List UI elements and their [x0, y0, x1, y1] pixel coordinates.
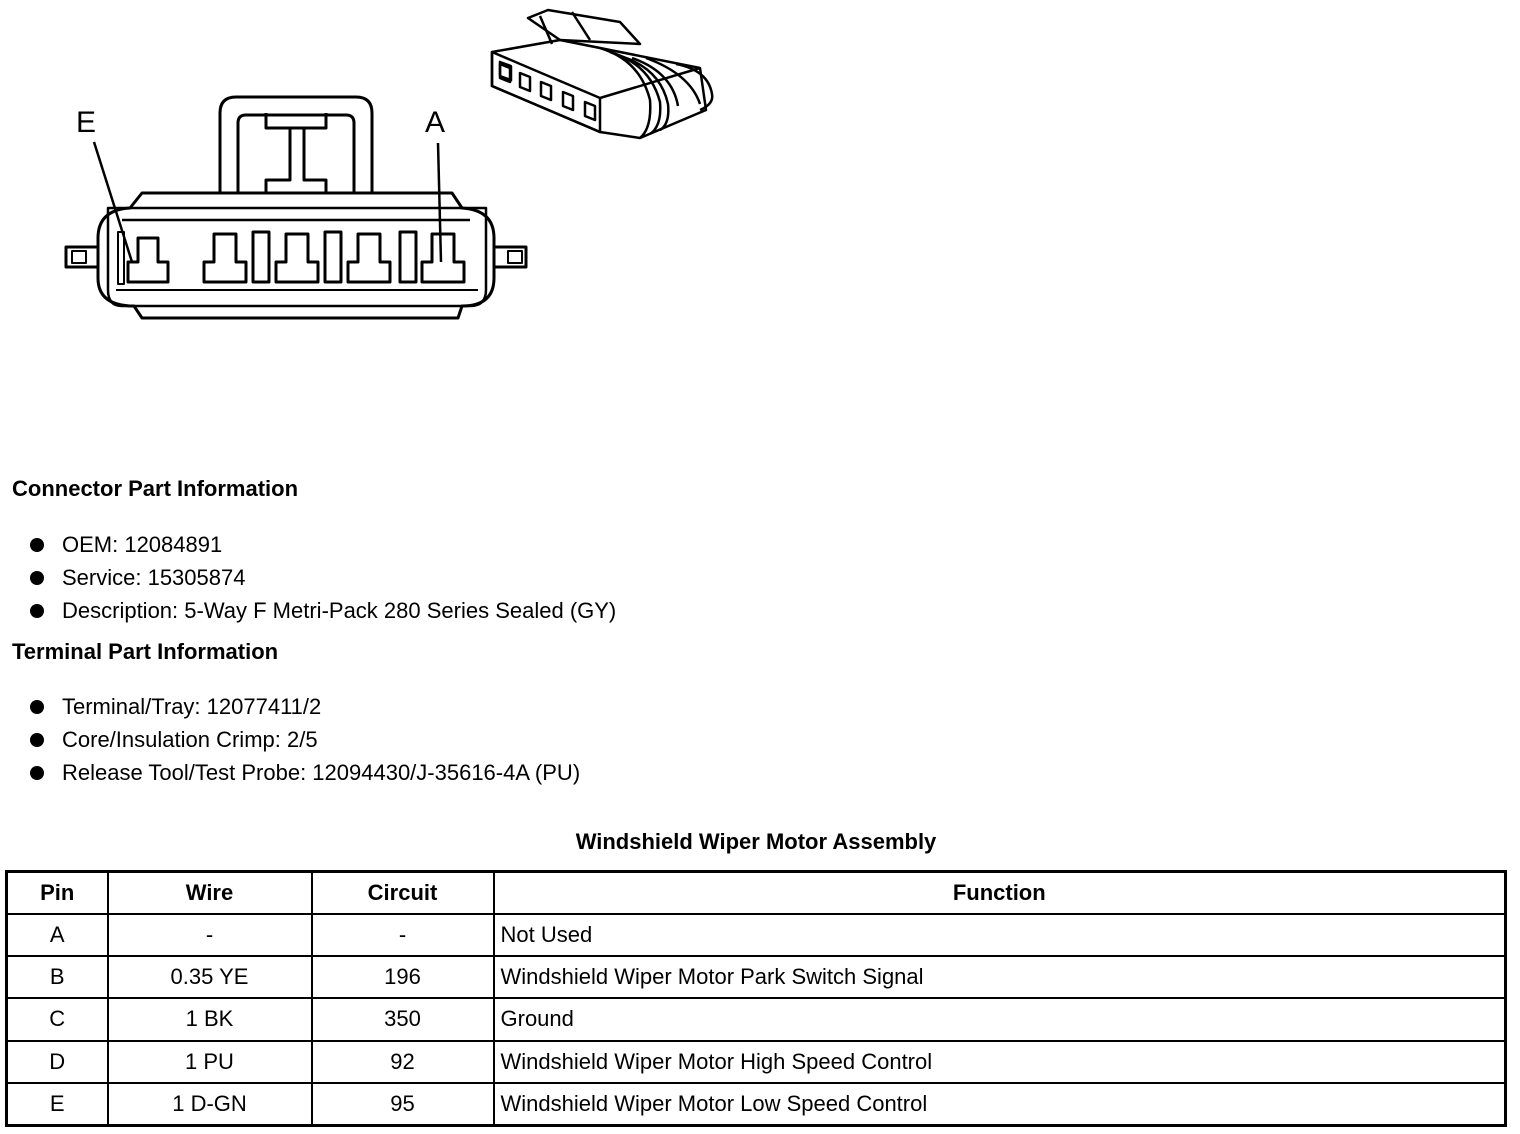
terminal-info-crimp-text: Core/Insulation Crimp: 2/5 — [62, 727, 318, 752]
bullet-icon — [30, 604, 44, 618]
connector-info-description — [28, 596, 616, 629]
cell-pin: A — [7, 914, 108, 956]
cell-wire: 1 BK — [108, 998, 312, 1040]
terminal-info-tool — [28, 758, 580, 791]
connector-info-list — [28, 530, 616, 629]
table-title: Windshield Wiper Motor Assembly — [575, 829, 937, 854]
table-row — [7, 914, 1506, 956]
cell-function: Windshield Wiper Motor High Speed Control — [494, 1041, 1506, 1083]
bullet-icon — [30, 700, 44, 714]
connector-info-service — [28, 563, 616, 596]
terminal-cavities — [118, 232, 464, 284]
leader-line-e — [94, 142, 132, 262]
terminal-info-tool-text: Release Tool/Test Probe: 12094430/J-35616-4A (PU) — [62, 760, 581, 785]
connector-info-title: Connector Part Information — [12, 476, 299, 501]
connector-info-description-text: Description: 5-Way F Metri-Pack 280 Series Sealed (GY) — [62, 598, 617, 623]
terminal-info-list — [28, 692, 580, 791]
table-header-row — [7, 872, 1506, 915]
bullet-icon — [30, 538, 44, 552]
header-pin: Pin — [7, 872, 108, 915]
table-row — [7, 1083, 1506, 1126]
cell-pin: C — [7, 998, 108, 1040]
cell-circuit: 92 — [312, 1041, 494, 1083]
bullet-icon — [30, 766, 44, 780]
table-row — [7, 956, 1506, 998]
header-circuit: Circuit — [312, 872, 494, 915]
cell-wire: 0.35 YE — [108, 956, 312, 998]
cell-circuit: 350 — [312, 998, 494, 1040]
pin-label-a: A — [425, 106, 446, 139]
bullet-icon — [30, 571, 44, 585]
cell-pin: B — [7, 956, 108, 998]
connector-diagram — [0, 0, 760, 340]
cell-circuit: 196 — [312, 956, 494, 998]
pin-label-e: E — [76, 106, 97, 139]
cell-function: Not Used — [494, 914, 1506, 956]
connector-info-service-text: Service: 15305874 — [62, 565, 246, 590]
connector-info-oem — [28, 530, 616, 563]
header-wire: Wire — [108, 872, 312, 915]
terminal-info-tray — [28, 692, 580, 725]
cell-wire: 1 D-GN — [108, 1083, 312, 1126]
leader-line-a — [438, 143, 441, 262]
pin-table — [5, 870, 1507, 1127]
cell-function: Windshield Wiper Motor Low Speed Control — [494, 1083, 1506, 1126]
cell-wire: - — [108, 914, 312, 956]
cell-wire: 1 PU — [108, 1041, 312, 1083]
terminal-info-tray-text: Terminal/Tray: 12077411/2 — [62, 694, 322, 719]
connector-latch — [220, 97, 372, 193]
table-row — [7, 1041, 1506, 1083]
cell-pin: E — [7, 1083, 108, 1126]
cell-circuit: 95 — [312, 1083, 494, 1126]
cell-function: Windshield Wiper Motor Park Switch Signal — [494, 956, 1506, 998]
connector-info-oem-text: OEM: 12084891 — [62, 532, 223, 557]
cell-circuit: - — [312, 914, 494, 956]
connector-body — [66, 193, 526, 318]
terminal-info-title: Terminal Part Information — [12, 639, 279, 664]
bullet-icon — [30, 733, 44, 747]
cell-function: Ground — [494, 998, 1506, 1040]
terminal-info-crimp — [28, 725, 580, 758]
table-row — [7, 998, 1506, 1040]
cell-pin: D — [7, 1041, 108, 1083]
connector-3d-illustration — [492, 10, 712, 138]
header-function: Function — [494, 872, 1506, 915]
